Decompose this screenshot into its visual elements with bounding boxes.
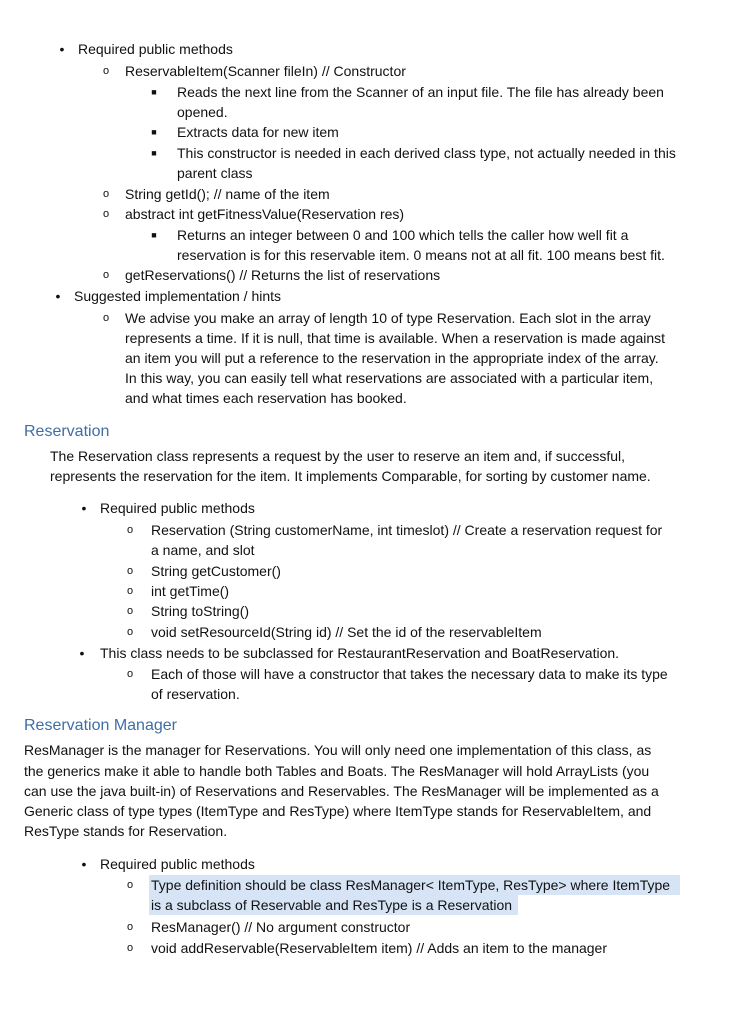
bullet-circle: o xyxy=(102,65,110,77)
list-item: Returns an integer between 0 and 100 which tells the caller how well fit a xyxy=(177,227,629,243)
bullet-square: ■ xyxy=(151,148,157,158)
list-item: Reads the next line from the Scanner of an input file. The file has already been xyxy=(177,84,664,100)
list-item: getReservations() // Returns the list of reservations xyxy=(125,267,441,283)
bullet-circle: o xyxy=(102,208,110,220)
list-item: String toString() xyxy=(151,603,250,619)
list-item: abstract int getFitnessValue(Reservation res) xyxy=(125,206,405,222)
list-item: Each of those will have a constructor that takes the necessary data to make its type xyxy=(151,666,668,682)
bullet-circle: o xyxy=(126,921,134,933)
list-item: String getCustomer() xyxy=(151,563,281,579)
bullet-circle: o xyxy=(126,605,134,617)
paragraph-line: represents the reservation for the item. It implements Comparable, for sorting by customer name. xyxy=(50,468,651,484)
list-item: Required public methods xyxy=(100,500,255,516)
paragraph-line: The Reservation class represents a request by the user to reserve an item and, if successful, xyxy=(50,448,626,464)
bullet-circle: o xyxy=(102,312,110,324)
bullet-disc: • xyxy=(59,41,65,57)
list-item-continued: represents a time. If it is null, that time is available. When a reservation is made against xyxy=(125,330,666,346)
paragraph-line: the generics make it able to handle both Tables and Boats. The ResManager will hold ArrayLists (you xyxy=(24,763,650,779)
bullet-circle: o xyxy=(126,565,134,577)
list-item-continued: and what times each reservation has booked. xyxy=(125,390,407,406)
list-item: ResManager() // No argument constructor xyxy=(151,919,411,935)
list-item-continued: a name, and slot xyxy=(151,542,255,558)
bullet-circle: o xyxy=(126,524,134,536)
bullet-square: ■ xyxy=(151,87,157,97)
list-item: Required public methods xyxy=(78,41,233,57)
paragraph-line: can use the java built-in) of Reservations and Reservables. The ResManager will be implemented as a xyxy=(24,783,659,799)
bullet-disc: • xyxy=(79,645,85,661)
list-item: Reservation (String customerName, int timeslot) // Create a reservation request for xyxy=(151,522,663,538)
section-heading-reservation: Reservation xyxy=(24,423,110,440)
list-item: We advise you make an array of length 10 of type Reservation. Each slot in the array xyxy=(125,310,651,326)
list-item-continued: parent class xyxy=(177,165,253,181)
bullet-disc: • xyxy=(55,288,61,304)
list-item-continued: an item you will put a reference to the reservation in the appropriate index of the array. xyxy=(125,350,659,366)
bullet-circle: o xyxy=(102,269,110,281)
list-item: This constructor is needed in each derived class type, not actually needed in this xyxy=(177,145,676,161)
bullet-circle: o xyxy=(126,585,134,597)
bullet-square: ■ xyxy=(151,230,157,240)
list-item: ReservableItem(Scanner fileIn) // Constructor xyxy=(125,63,406,79)
bullet-disc: • xyxy=(81,500,87,516)
section-heading-reservation-manager: Reservation Manager xyxy=(24,717,177,734)
paragraph-line: ResManager is the manager for Reservations. You will only need one implementation of this class, as xyxy=(24,742,652,758)
bullet-circle: o xyxy=(126,626,134,638)
paragraph-line: Generic class of type types (ItemType and ResType) where ItemType stands for ReservableItem, and xyxy=(24,803,652,819)
list-item-continued: reservation is for this reservable item. 0 means not at all fit. 100 means best fit. xyxy=(177,247,665,263)
highlighted-list-item: Type definition should be class ResManager< ItemType, ResType> where ItemType xyxy=(149,875,680,895)
bullet-circle: o xyxy=(126,668,134,680)
list-item: Extracts data for new item xyxy=(177,124,339,140)
list-item: Required public methods xyxy=(100,856,255,872)
paragraph-line: ResType stands for Reservation. xyxy=(24,823,228,839)
list-item: Suggested implementation / hints xyxy=(74,288,282,304)
list-item-continued: In this way, you can easily tell what reservations are associated with a particular item, xyxy=(125,370,654,386)
bullet-circle: o xyxy=(126,942,134,954)
list-item-continued: opened. xyxy=(177,104,228,120)
list-item-continued: of reservation. xyxy=(151,686,240,702)
bullet-disc: • xyxy=(81,856,87,872)
list-item: void addReservable(ReservableItem item) // Adds an item to the manager xyxy=(151,940,608,956)
bullet-square: ■ xyxy=(151,127,157,137)
list-item: String getId(); // name of the item xyxy=(125,186,330,202)
highlighted-list-item-continued: is a subclass of Reservable and ResType is a Reservation xyxy=(149,895,518,915)
list-item: int getTime() xyxy=(151,583,230,599)
list-item: This class needs to be subclassed for RestaurantReservation and BoatReservation. xyxy=(100,645,620,661)
list-item: void setResourceId(String id) // Set the id of the reservableItem xyxy=(151,624,542,640)
bullet-circle: o xyxy=(102,188,110,200)
bullet-circle: o xyxy=(126,879,134,891)
